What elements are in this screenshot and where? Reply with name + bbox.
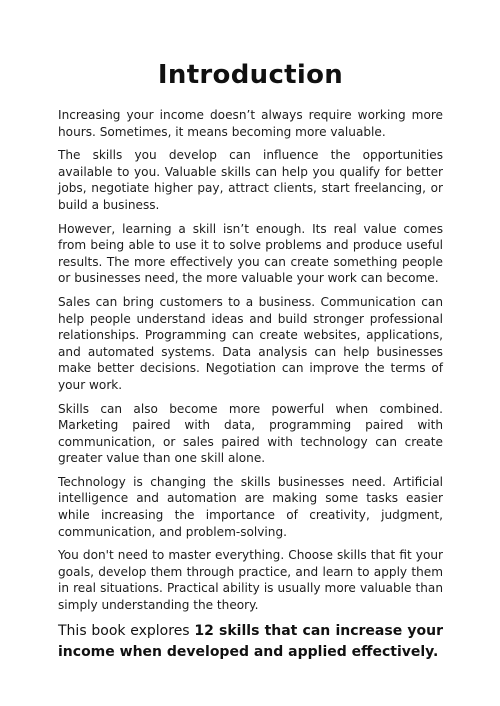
closing-statement [58, 621, 443, 663]
paragraph-3: However, learning a skill isn’t enough. Its real value comes from being able to use it to solve problems and produce useful results. The more effectively you can create something people or businesses need, the more valuable your work can become. [58, 221, 443, 286]
paragraph-4: Sales can bring customers to a business. Communication can help people understand ideas and build stronger professional relationships. Programming can create websites, applications, and automated systems. Data analysis can help businesses make better decisions. Negotiation can improve the terms of your work. [58, 294, 443, 392]
closing-emphasis: 12 skills that can increase your income when developed and applied effectively. [58, 622, 443, 660]
paragraph-6: Technology is changing the skills businesses need. Artificial intelligence and automation are making some tasks easier while increasing the importance of creativity, judgment, communication, and problem-solving. [58, 474, 443, 539]
paragraph-2: The skills you develop can influence the opportunities available to you. Valuable skills can help you qualify for better jobs, negotiate higher pay, attract clients, start freelancing, or build a business. [58, 148, 443, 212]
paragraph-5: Skills can also become more powerful when combined. Marketing paired with data, programming paired with communication, or sales paired with technology can create greater value than one skill alone. [58, 401, 443, 466]
page-title: Introduction [157, 60, 344, 90]
paragraph-7: You don't need to master everything. Choose skills that fit your goals, develop them through practice, and learn to apply them in real situations. Practical ability is usually more valuable than simply understanding the theory. [58, 548, 443, 613]
paragraph-1: Increasing your income doesn’t always require working more hours. Sometimes, it means becoming more valuable. [58, 108, 443, 139]
closing-lead: This book explores [58, 622, 195, 639]
